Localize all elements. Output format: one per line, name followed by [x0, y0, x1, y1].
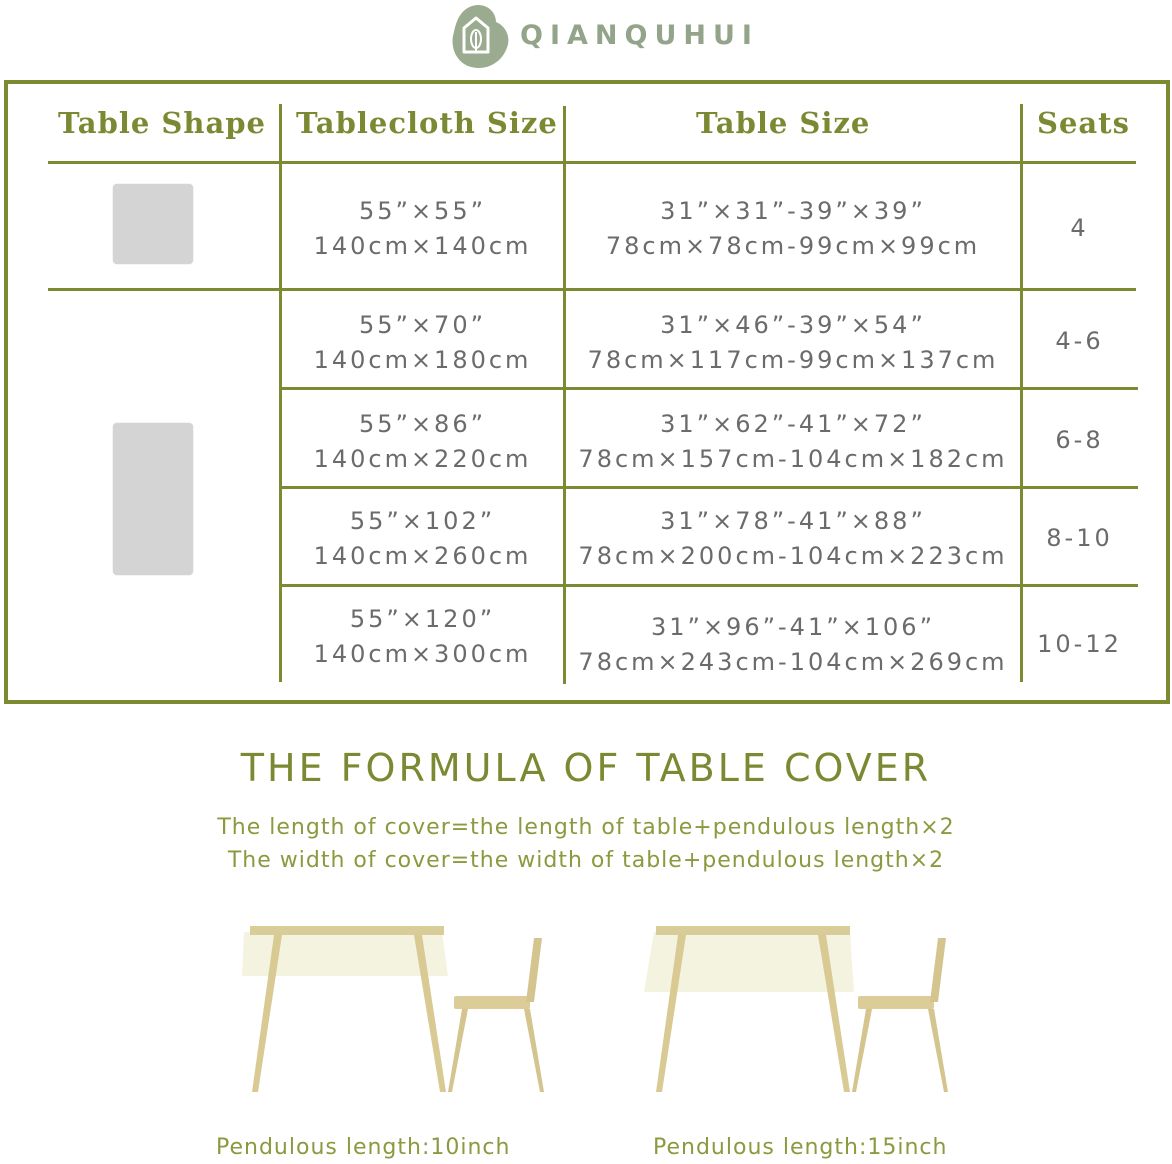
table-size-cell: 31”×46”-39”×54” 78cm×117cm-99cm×137cm — [587, 311, 999, 374]
grid-line — [282, 584, 1138, 587]
table-size-cell: 31”×96”-41”×106” 78cm×243cm-104cm×269cm — [578, 613, 1008, 676]
grid-line — [1020, 104, 1023, 682]
tablecloth-size-cell: 55”×55” 140cm×140cm — [313, 197, 532, 260]
tablecloth-size-cell: 55”×70” 140cm×180cm — [313, 311, 532, 374]
seats-cell: 4 — [1070, 214, 1089, 242]
header-table-shape: Table Shape — [58, 106, 266, 140]
leaf-logo-icon — [450, 2, 514, 72]
formula-title: THE FORMULA OF TABLE COVER — [240, 746, 932, 790]
header-seats: Seats — [1037, 106, 1130, 140]
square-table-shape — [113, 184, 193, 264]
grid-line — [48, 161, 1136, 164]
grid-line — [48, 288, 1136, 291]
table-chair-illustration-15inch — [640, 920, 960, 1100]
caption-10inch: Pendulous length:10inch — [216, 1135, 511, 1160]
table-size-cell: 31”×78”-41”×88” 78cm×200cm-104cm×223cm — [578, 507, 1008, 570]
grid-line — [282, 486, 1138, 489]
grid-line — [282, 387, 1138, 390]
formula-width-line: The width of cover=the width of table+pendulous length×2 — [227, 848, 945, 873]
seats-cell: 6-8 — [1055, 426, 1104, 454]
rectangle-table-shape — [113, 423, 193, 575]
brand-logo — [450, 2, 759, 72]
tablecloth-size-cell: 55”×120” 140cm×300cm — [313, 605, 532, 668]
caption-15inch: Pendulous length:15inch — [653, 1135, 948, 1160]
seats-cell: 10-12 — [1037, 630, 1122, 658]
table-size-cell: 31”×62”-41”×72” 78cm×157cm-104cm×182cm — [578, 410, 1008, 473]
grid-line — [563, 106, 566, 684]
table-size-cell: 31”×31”-39”×39” 78cm×78cm-99cm×99cm — [605, 197, 981, 260]
grid-line — [279, 104, 282, 682]
brand-name: QIANQUHUI — [520, 20, 759, 51]
seats-cell: 4-6 — [1055, 327, 1104, 355]
seats-cell: 8-10 — [1046, 524, 1113, 552]
tablecloth-size-cell: 55”×102” 140cm×260cm — [313, 507, 532, 570]
table-chair-illustration-10inch — [236, 920, 556, 1100]
tablecloth-size-cell: 55”×86” 140cm×220cm — [313, 410, 532, 473]
header-tablecloth-size: Tablecloth Size — [296, 106, 558, 140]
header-table-size: Table Size — [696, 106, 871, 140]
formula-length-line: The length of cover=the length of table+pendulous length×2 — [217, 815, 955, 840]
